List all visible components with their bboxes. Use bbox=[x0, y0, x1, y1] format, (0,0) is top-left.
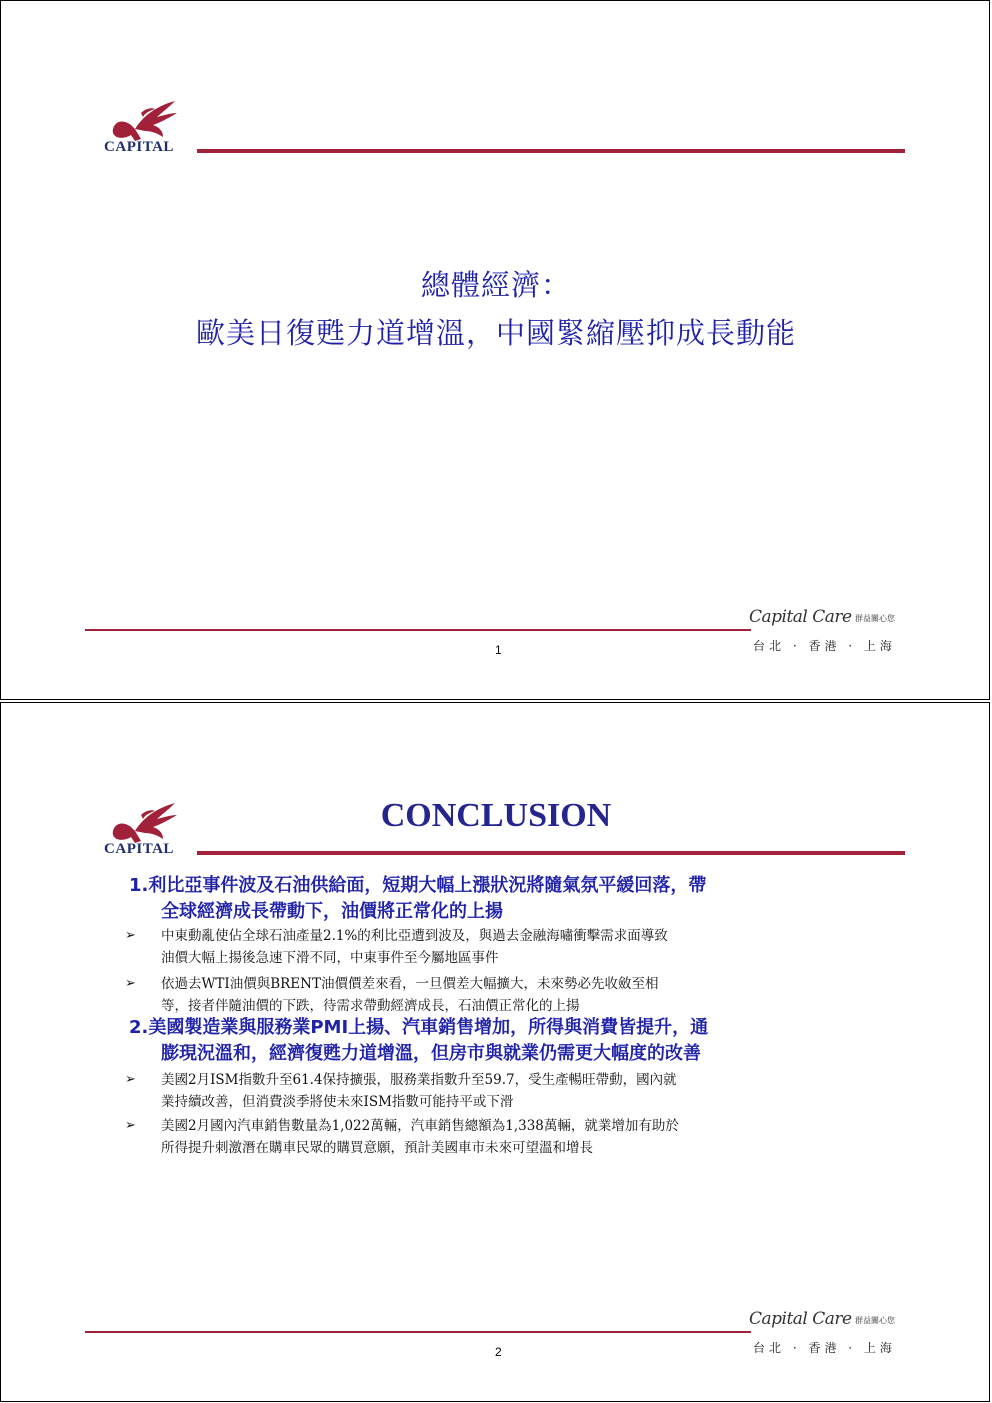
bullet-line: 依過去WTI油價與BRENT油價價差來看，一旦價差大幅擴大，未來勢必先收斂至相 bbox=[161, 976, 659, 992]
bullet-line: 美國2月國內汽車銷售數量為1,022萬輛，汽車銷售總額為1,338萬輛，就業增加有助於 bbox=[161, 1118, 679, 1134]
capital-care-script: Capital Care bbox=[749, 1309, 852, 1329]
bullet-line: 中東動亂使佔全球石油產量2.1%的利比亞遭到波及，與過去金融海嘯衝擊需求面導致 bbox=[161, 928, 668, 944]
arrow-bullet-icon: ➢ bbox=[125, 1118, 136, 1133]
capital-care-logo bbox=[749, 605, 909, 633]
bullet-item bbox=[125, 925, 865, 969]
logo-text: CAPITAL bbox=[104, 841, 174, 857]
section-heading-1 bbox=[129, 873, 869, 925]
capital-logo bbox=[87, 99, 191, 159]
footer-rule bbox=[85, 1331, 751, 1333]
slide-2 bbox=[0, 702, 990, 1402]
office-cities: 台北 · 香港 · 上海 bbox=[753, 639, 896, 653]
bullet-item bbox=[125, 1069, 865, 1113]
header-rule bbox=[197, 851, 905, 855]
page-number: 2 bbox=[495, 1345, 502, 1359]
capital-care-cn: 群益關心您 bbox=[855, 1316, 895, 1325]
slide-1 bbox=[0, 0, 990, 700]
heading-line: 膨現況溫和，經濟復甦力道增溫，但房市與就業仍需更大幅度的改善 bbox=[161, 1043, 701, 1064]
slide-title: CONCLUSION bbox=[380, 797, 612, 834]
arrow-bullet-icon: ➢ bbox=[125, 1072, 136, 1087]
section-heading-2 bbox=[129, 1015, 869, 1067]
bullet-item bbox=[125, 1115, 865, 1159]
page-number: 1 bbox=[495, 643, 502, 657]
heading-line: 2.美國製造業與服務業PMI上揚、汽車銷售增加，所得與消費皆提升，通 bbox=[129, 1017, 709, 1038]
eagle-logo-icon bbox=[101, 99, 179, 143]
footer-rule bbox=[85, 629, 751, 631]
capital-care-script: Capital Care bbox=[749, 607, 852, 627]
header-rule bbox=[197, 149, 905, 153]
bullet-line: 油價大幅上揚後急速下滑不同，中東事件至今屬地區事件 bbox=[161, 950, 499, 966]
arrow-bullet-icon: ➢ bbox=[125, 976, 136, 991]
heading-line: 1.利比亞事件波及石油供給面，短期大幅上漲狀況將隨氣氛平緩回落，帶 bbox=[129, 875, 707, 896]
bullet-line: 等，接者伴隨油價的下跌，待需求帶動經濟成長，石油價正常化的上揚 bbox=[161, 998, 580, 1014]
bullet-line: 業持續改善，但消費淡季將使未來ISM指數可能持平或下滑 bbox=[161, 1094, 514, 1110]
logo-text: CAPITAL bbox=[104, 139, 174, 155]
bullet-line: 所得提升刺激潛在購車民眾的購買意願，預計美國車市未來可望溫和增長 bbox=[161, 1140, 593, 1156]
office-cities: 台北 · 香港 · 上海 bbox=[753, 1341, 896, 1355]
slide-title-line1: 總體經濟： bbox=[420, 268, 571, 302]
bullet-item bbox=[125, 973, 865, 1017]
capital-care-logo bbox=[749, 1307, 909, 1335]
heading-line: 全球經濟成長帶動下，油價將正常化的上揚 bbox=[161, 901, 503, 922]
capital-care-cn: 群益關心您 bbox=[855, 614, 895, 623]
bullet-line: 美國2月ISM指數升至61.4保持擴張，服務業指數升至59.7，受生產暢旺帶動，國內就 bbox=[161, 1072, 677, 1088]
arrow-bullet-icon: ➢ bbox=[125, 928, 136, 943]
slide-title-line2: 歐美日復甦力道增溫，中國緊縮壓抑成長動能 bbox=[195, 316, 796, 350]
